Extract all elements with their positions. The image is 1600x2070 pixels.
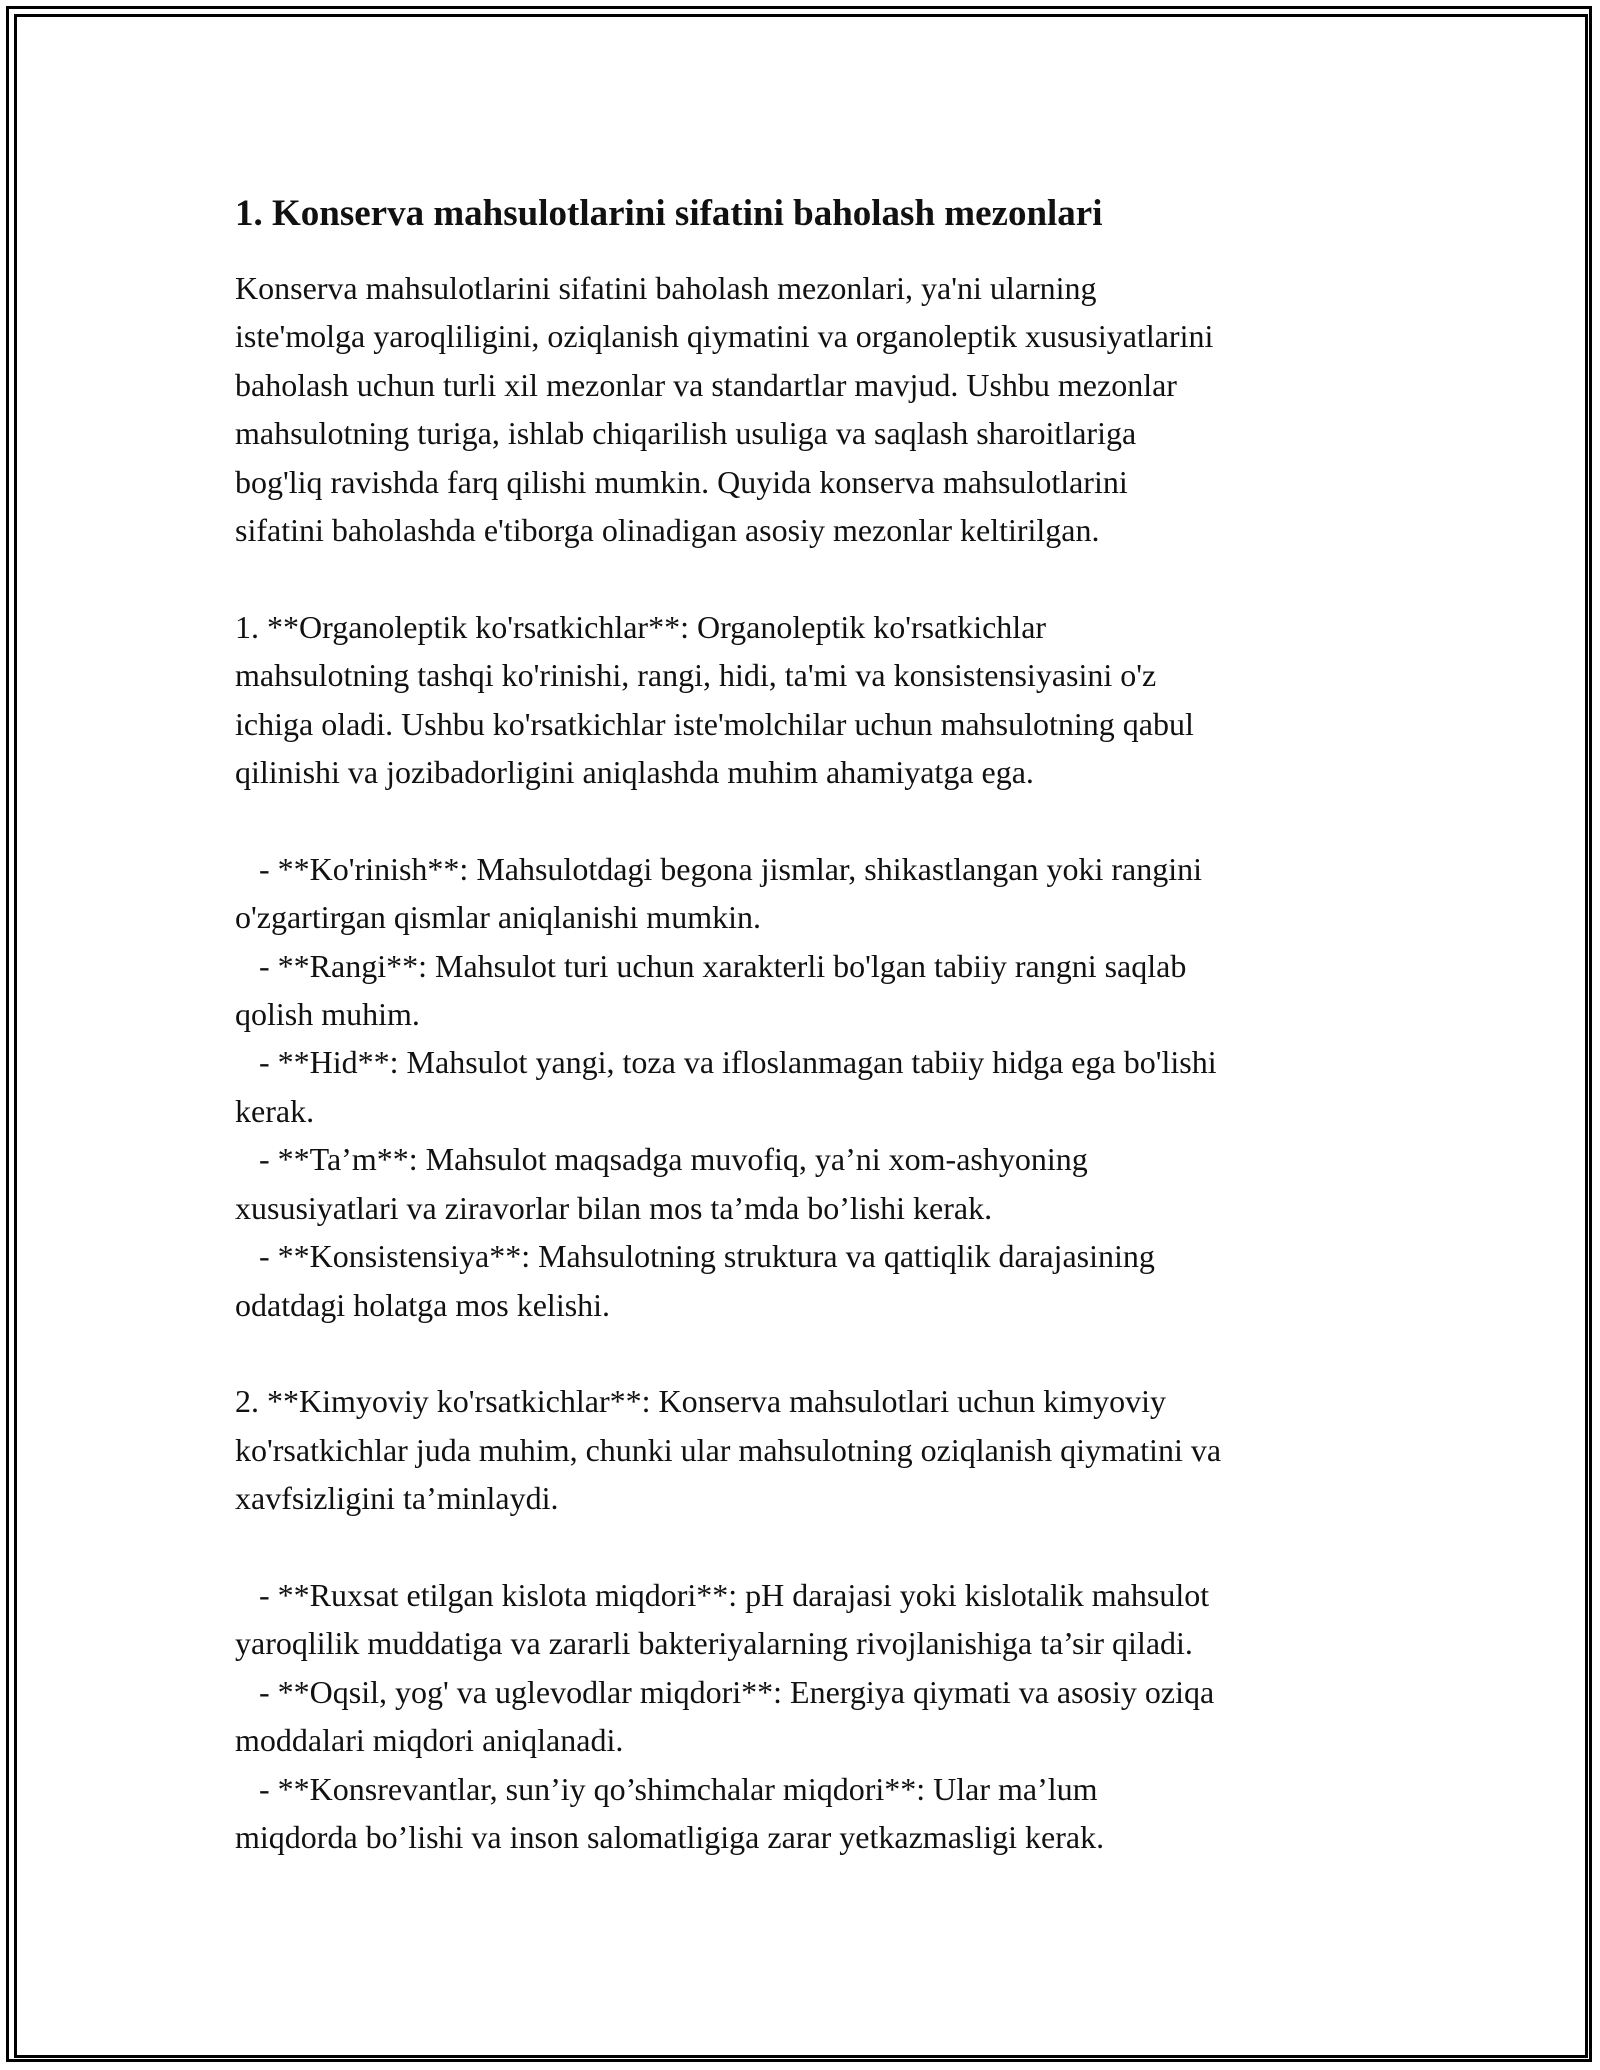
- list-item: - **Rangi**: Mahsulot turi uchun xarakterli bo'lgan tabiiy rangni saqlab qolish muhim.: [235, 947, 1187, 1033]
- intro-paragraph: Konserva mahsulotlarini sifatini baholash mezonlari, ya'ni ularning iste'molga yaroqliligini, oziqlanish qiymatini va organoleptik xususiyatlarini baholash uchun turli xil mezonlar va standartlar mavjud. Ushbu mezonlar mahsulotning turiga, ishlab chiqarilish usuliga va saqlash sharoitlariga bog'liq ravishda farq qilishi mumkin. Quyida konserva mahsulotlarini sifatini baholashda e'tiborga olinadigan asosiy mezonlar keltirilgan.: [235, 270, 1214, 549]
- spacer: [235, 554, 1375, 602]
- spacer: [235, 1523, 1375, 1571]
- list-item: - **Ko'rinish**: Mahsulotdagi begona jismlar, shikastlangan yoki rangini o'zgartirgan qismlar aniqlanishi mumkin.: [235, 850, 1203, 936]
- spacer: [235, 796, 1375, 844]
- section-2-list: [235, 1571, 1375, 1861]
- list-item: - **Ta’m**: Mahsulot maqsadga muvofiq, ya’ni xom-ashyoning xususiyatlari va ziravorlar bilan mos ta’mda bo’lishi kerak.: [235, 1141, 1088, 1226]
- spacer: [235, 1329, 1375, 1377]
- section-1-list: [235, 845, 1375, 1329]
- list-item: - **Oqsil, yog' va uglevodlar miqdori**: Energiya qiymati va asosiy oziqa moddalari miqdori aniqlanadi.: [235, 1673, 1215, 1759]
- list-item: - **Ruxsat etilgan kislota miqdori**: pH darajasi yoki kislotalik mahsulot yaroqlilik muddatiga va zararli bakteriyalarning rivojlanishiga ta’sir qiladi.: [235, 1576, 1210, 1662]
- section-1-lead: 1. **Organoleptik ko'rsatkichlar**: Organoleptik ko'rsatkichlar mahsulotning tashqi ko'rinishi, rangi, hidi, ta'mi va konsistensiyasini o'z ichiga oladi. Ushbu ko'rsatkichlar iste'molchilar uchun mahsulotning qabul qilinishi va jozibadorligini aniqlashda muhim ahamiyatga ega.: [235, 608, 1194, 791]
- section-2-lead: 2. **Kimyoviy ko'rsatkichlar**: Konserva mahsulotlari uchun kimyoviy ko'rsatkichlar juda muhim, chunki ular mahsulotning oziqlanish qiymatini va xavfsizligini ta’minlaydi.: [235, 1383, 1222, 1517]
- list-item: - **Konsistensiya**: Mahsulotning struktura va qattiqlik darajasining odatdagi holatga mos kelishi.: [235, 1238, 1155, 1323]
- list-item: - **Konsrevantlar, sun’iy qo’shimchalar miqdori**: Ular ma’lum miqdorda bo’lishi va inson salomatligiga zarar yetkazmasligi kerak.: [235, 1770, 1105, 1855]
- document-title: 1. Konserva mahsulotlarini sifatini baholash mezonlari: [235, 193, 1103, 234]
- document-body: [235, 190, 1375, 1861]
- list-item: - **Hid**: Mahsulot yangi, toza va ifloslanmagan tabiiy hidga ega bo'lishi kerak.: [235, 1044, 1217, 1129]
